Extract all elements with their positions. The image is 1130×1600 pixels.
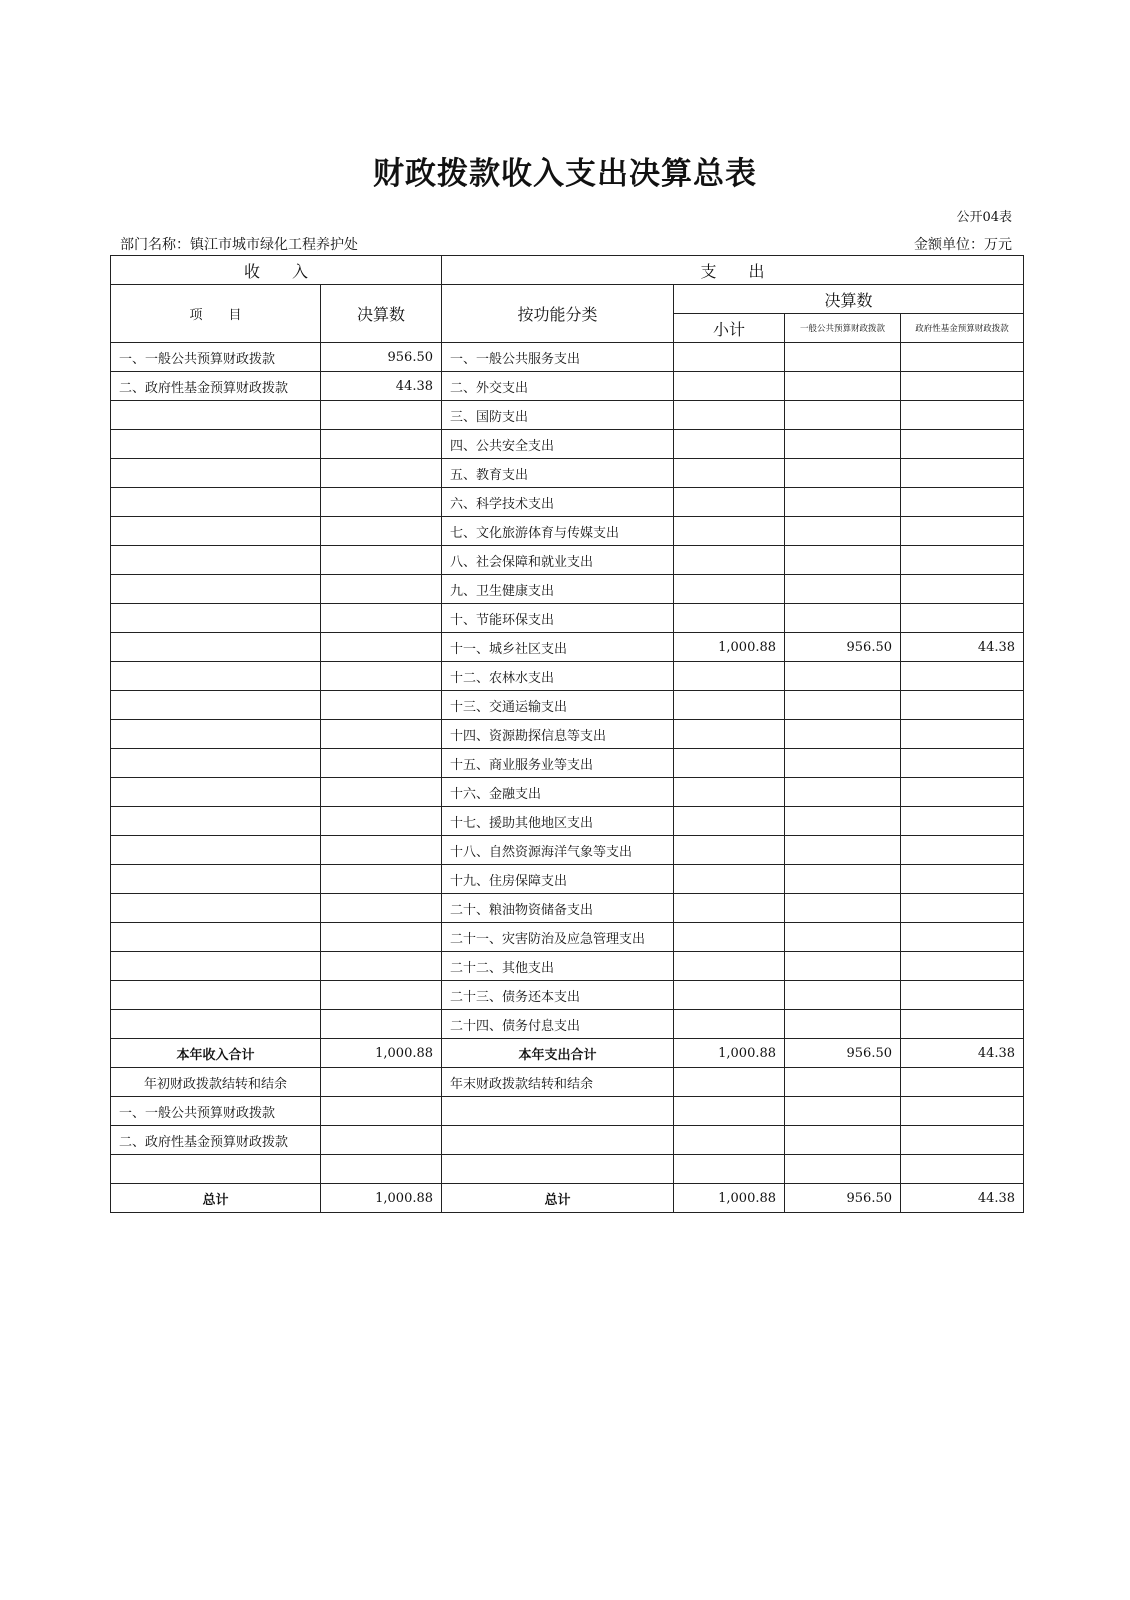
function-class-header: 按功能分类 [442,285,674,343]
expense-general [785,546,901,575]
expense-fund [901,836,1024,865]
end-carry-fund [901,1068,1024,1097]
page-title: 财政拨款收入支出决算总表 [373,156,757,192]
expense-subtotal [674,401,785,430]
income-value [321,1010,442,1039]
income-value [321,430,442,459]
income-item [111,952,321,981]
expense-fund [901,894,1024,923]
expense-item: 四、公共安全支出 [442,430,674,459]
grand-expense-total-label: 总计 [442,1184,674,1213]
income-item [111,691,321,720]
end-carry-subtotal [674,1068,785,1097]
expense-item: 二十二、其他支出 [442,952,674,981]
empty-cell [442,1097,674,1126]
expense-general [785,459,901,488]
income-item [111,546,321,575]
expense-subtotal [674,720,785,749]
blank-row [111,1155,1024,1184]
expense-header: 支 出 [442,256,1024,285]
empty-cell [442,1126,674,1155]
expense-fund [901,517,1024,546]
expense-subtotal [674,662,785,691]
expense-item: 三、国防支出 [442,401,674,430]
carry-fund-label: 二、政府性基金预算财政拨款 [111,1126,321,1155]
carry-general-value [321,1097,442,1126]
table-row [111,720,1024,749]
expense-subtotal [674,691,785,720]
year-expense-fund: 44.38 [901,1039,1024,1068]
table-row [111,923,1024,952]
end-carry-label: 年末财政拨款结转和结余 [442,1068,674,1097]
carry-row [111,1068,1024,1097]
carry-fund-row [111,1126,1024,1155]
income-value [321,836,442,865]
expense-fund [901,749,1024,778]
year-income-total-label: 本年收入合计 [111,1039,321,1068]
income-value [321,923,442,952]
table-row [111,981,1024,1010]
income-item [111,517,321,546]
expense-fund [901,430,1024,459]
expense-item: 二十、粮油物资储备支出 [442,894,674,923]
expense-item: 六、科学技术支出 [442,488,674,517]
year-expense-total-label: 本年支出合计 [442,1039,674,1068]
expense-fund [901,343,1024,372]
income-item [111,488,321,517]
expense-fund [901,981,1024,1010]
expense-item: 二十三、债务还本支出 [442,981,674,1010]
table-row [111,546,1024,575]
income-item [111,981,321,1010]
expense-fund [901,807,1024,836]
income-item [111,575,321,604]
subtotal-header: 小计 [674,314,785,343]
expense-item: 十二、农林水支出 [442,662,674,691]
grand-expense-fund: 44.38 [901,1184,1024,1213]
empty-cell [785,1126,901,1155]
expense-general [785,865,901,894]
expense-general [785,604,901,633]
expense-fund [901,488,1024,517]
empty-cell [321,1155,442,1184]
year-total-row [111,1039,1024,1068]
expense-item: 二、外交支出 [442,372,674,401]
expense-fund [901,720,1024,749]
income-item: 二、政府性基金预算财政拨款 [111,372,321,401]
expense-item: 九、卫生健康支出 [442,575,674,604]
income-item [111,604,321,633]
income-value: 956.50 [321,343,442,372]
expense-subtotal [674,517,785,546]
expense-subtotal [674,343,785,372]
year-income-total-value: 1,000.88 [321,1039,442,1068]
expense-fund [901,923,1024,952]
begin-carry-label: 年初财政拨款结转和结余 [111,1068,321,1097]
income-value [321,952,442,981]
year-expense-subtotal: 1,000.88 [674,1039,785,1068]
expense-general [785,1010,901,1039]
expense-item: 十三、交通运输支出 [442,691,674,720]
expense-fund: 44.38 [901,633,1024,662]
income-item [111,459,321,488]
expense-general [785,836,901,865]
income-value [321,488,442,517]
expense-item: 二十一、灾害防治及应急管理支出 [442,923,674,952]
expense-item: 十九、住房保障支出 [442,865,674,894]
settled-header-expense: 决算数 [674,285,1024,314]
table-row [111,343,1024,372]
income-value [321,894,442,923]
table-row [111,952,1024,981]
table-row [111,633,1024,662]
grand-total-row [111,1184,1024,1213]
expense-subtotal [674,459,785,488]
income-value [321,662,442,691]
expense-general [785,923,901,952]
expense-item: 十一、城乡社区支出 [442,633,674,662]
expense-general [785,575,901,604]
table-row [111,662,1024,691]
expense-general [785,401,901,430]
income-item [111,401,321,430]
empty-cell [111,1155,321,1184]
income-item [111,749,321,778]
expense-subtotal [674,372,785,401]
grand-income-total-value: 1,000.88 [321,1184,442,1213]
income-item: 一、一般公共预算财政拨款 [111,343,321,372]
expense-fund [901,662,1024,691]
expense-subtotal [674,836,785,865]
empty-cell [901,1126,1024,1155]
gov-fund-header: 政府性基金预算财政拨款 [901,314,1024,343]
expense-item: 七、文化旅游体育与传媒支出 [442,517,674,546]
header-row-1 [111,256,1024,285]
department-name: 部门名称：镇江市城市绿化工程养护处 [120,237,358,253]
empty-cell [442,1155,674,1184]
table-row [111,604,1024,633]
expense-item: 一、一般公共服务支出 [442,343,674,372]
end-carry-general [785,1068,901,1097]
expense-fund [901,546,1024,575]
income-value [321,401,442,430]
expense-item: 十八、自然资源海洋气象等支出 [442,836,674,865]
table-row [111,836,1024,865]
income-value [321,604,442,633]
expense-subtotal [674,430,785,459]
table-row [111,488,1024,517]
income-value: 44.38 [321,372,442,401]
expense-subtotal [674,749,785,778]
empty-cell [674,1097,785,1126]
income-value [321,778,442,807]
header-row-2 [111,285,1024,314]
expense-general [785,662,901,691]
expense-fund [901,952,1024,981]
expense-general [785,952,901,981]
expense-fund [901,401,1024,430]
empty-cell [674,1126,785,1155]
income-value [321,749,442,778]
table-row [111,401,1024,430]
income-item [111,865,321,894]
expense-general [785,691,901,720]
expense-general [785,894,901,923]
expense-item: 十、节能环保支出 [442,604,674,633]
income-value [321,981,442,1010]
income-value [321,546,442,575]
expense-general [785,807,901,836]
expense-general [785,517,901,546]
expense-general [785,430,901,459]
income-item [111,778,321,807]
expense-fund [901,865,1024,894]
expense-fund [901,691,1024,720]
income-value [321,807,442,836]
expense-item: 二十四、债务付息支出 [442,1010,674,1039]
expense-subtotal [674,923,785,952]
income-item [111,1010,321,1039]
expense-fund [901,1010,1024,1039]
expense-general [785,372,901,401]
income-value [321,575,442,604]
table-row [111,749,1024,778]
table-row [111,430,1024,459]
expense-item: 十七、援助其他地区支出 [442,807,674,836]
expense-item: 十六、金融支出 [442,778,674,807]
expense-general [785,488,901,517]
expense-subtotal [674,488,785,517]
income-item [111,633,321,662]
amount-unit: 金额单位：万元 [914,237,1012,253]
grand-expense-general: 956.50 [785,1184,901,1213]
expense-subtotal [674,604,785,633]
empty-cell [901,1097,1024,1126]
table-row [111,1010,1024,1039]
settlement-table [110,255,1024,1213]
carry-general-label: 一、一般公共预算财政拨款 [111,1097,321,1126]
empty-cell [785,1097,901,1126]
income-item [111,923,321,952]
begin-carry-value [321,1068,442,1097]
table-row [111,894,1024,923]
carry-general-row [111,1097,1024,1126]
expense-subtotal [674,1010,785,1039]
income-value [321,459,442,488]
expense-subtotal [674,865,785,894]
expense-subtotal [674,546,785,575]
income-item [111,894,321,923]
table-row [111,575,1024,604]
income-header: 收 入 [111,256,442,285]
general-budget-header: 一般公共预算财政拨款 [785,314,901,343]
income-item [111,430,321,459]
expense-general [785,343,901,372]
expense-fund [901,575,1024,604]
table-row [111,691,1024,720]
expense-fund [901,372,1024,401]
expense-general [785,981,901,1010]
table-row [111,865,1024,894]
table-row [111,778,1024,807]
table-row [111,459,1024,488]
expense-subtotal [674,952,785,981]
income-value [321,517,442,546]
expense-fund [901,459,1024,488]
income-value [321,865,442,894]
expense-subtotal [674,807,785,836]
expense-item: 五、教育支出 [442,459,674,488]
expense-fund [901,778,1024,807]
income-value [321,691,442,720]
table-row [111,807,1024,836]
expense-item: 八、社会保障和就业支出 [442,546,674,575]
income-item [111,836,321,865]
expense-general [785,749,901,778]
empty-cell [785,1155,901,1184]
income-item [111,807,321,836]
income-value [321,720,442,749]
expense-subtotal: 1,000.88 [674,633,785,662]
income-item [111,720,321,749]
empty-cell [674,1155,785,1184]
expense-subtotal [674,575,785,604]
carry-fund-value [321,1126,442,1155]
expense-subtotal [674,981,785,1010]
grand-expense-subtotal: 1,000.88 [674,1184,785,1213]
income-value [321,633,442,662]
expense-item: 十四、资源勘探信息等支出 [442,720,674,749]
expense-general: 956.50 [785,633,901,662]
expense-subtotal [674,778,785,807]
year-expense-general: 956.50 [785,1039,901,1068]
expense-item: 十五、商业服务业等支出 [442,749,674,778]
table-row [111,372,1024,401]
form-number: 公开04表 [956,210,1012,225]
item-header: 项 目 [111,285,321,343]
expense-fund [901,604,1024,633]
grand-income-total-label: 总计 [111,1184,321,1213]
table-row [111,517,1024,546]
empty-cell [901,1155,1024,1184]
expense-subtotal [674,894,785,923]
expense-general [785,720,901,749]
expense-general [785,778,901,807]
settled-header: 决算数 [321,285,442,343]
income-item [111,662,321,691]
